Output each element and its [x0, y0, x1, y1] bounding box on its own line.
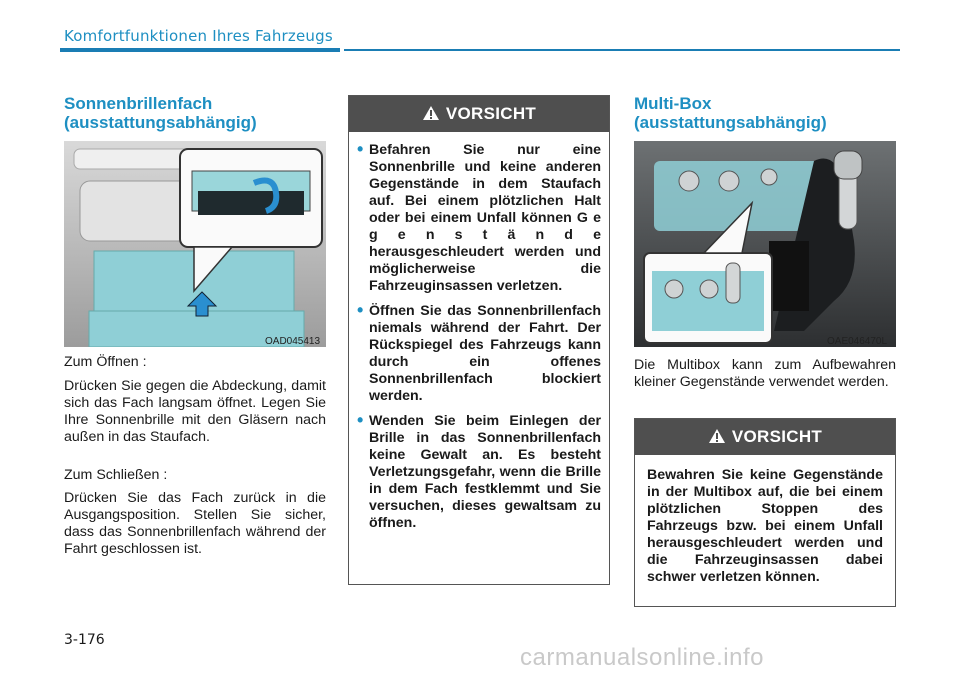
sunglass-holder-figure [64, 141, 326, 347]
multibox-illustration [634, 141, 896, 347]
caution-title: VORSICHT [445, 104, 537, 123]
watermark: carmanualsonline.info [520, 644, 764, 671]
caution-box-multibox [634, 418, 896, 607]
heading-line: (ausstattungsabhängig) [634, 113, 827, 132]
header-rule-thin [344, 49, 900, 51]
caution-body [349, 132, 609, 548]
close-text: Drücken Sie das Fach zurück in die Ausgangsposition. Stellen Sie sicher, dass das Sonnenbrillenfach während der Fahrt geschlossen ist. [64, 490, 326, 557]
open-text: Drücken Sie gegen die Abdeckung, damit sich das Fach langsam öffnet. Legen Sie Ihre Sonnenbrille mit den Gläsern nach außen in das Staufach. [64, 378, 326, 445]
figure-code: OAD045413 [265, 336, 321, 347]
caution-bullet: • Öffnen Sie das Sonnenbrillenfach niemals während der Fahrt. Der Rückspiegel des Fahrzeugs kann durch ein offenes Sonnenbrillenfach blockiert werden. [369, 303, 601, 405]
caution-bullet: • Befahren Sie nur eine Sonnenbrille und keine anderen Gegenstände in dem Staufach auf. Bei einem plötzlichen Halt oder bei einem Unfall können G e g e n s t ä n d e herausgeschleudert werden und möglicherweise die Fahrzeuginsassen verletzen. [369, 142, 601, 295]
heading-line: (ausstattungsabhängig) [64, 113, 257, 132]
heading-line: Sonnenbrillenfach [64, 94, 213, 113]
heading-line: Multi-Box [634, 94, 712, 113]
caution-title: VORSICHT [731, 427, 823, 446]
multibox-figure [634, 141, 896, 347]
caution-text: Bewahren Sie keine Gegenstände in der Multibox auf, die bei einem plötzlichen Stoppen des Fahrzeugs bzw. bei einem Unfall herausgeschleudert werden und die Fahrzeuginsassen dabei schwer verletzen können. [647, 467, 883, 585]
close-label: Zum Schließen : [64, 467, 168, 483]
section-heading-multibox [634, 94, 904, 132]
caution-header [349, 96, 609, 132]
caution-list [369, 142, 601, 532]
warning-triangle-icon [422, 105, 440, 121]
caution-box-sunglass [348, 95, 610, 585]
page-number: 3-176 [64, 632, 105, 648]
sunglass-holder-illustration [64, 141, 326, 347]
chapter-title: Komfortfunktionen Ihres Fahrzeugs [64, 27, 333, 45]
caution-header [635, 419, 895, 455]
warning-triangle-icon [708, 428, 726, 444]
header-rule [60, 48, 340, 52]
open-label: Zum Öffnen : [64, 354, 147, 370]
section-heading-sunglass [64, 94, 334, 132]
caution-bullet: • Wenden Sie beim Einlegen der Brille in das Sonnenbrillenfach keine Gewalt an. Es besteht Verletzungsgefahr, wenn die Brille in dem Fach festklemmt und Sie versuchen, dieses gewaltsam zu öffnen. [369, 413, 601, 532]
figure-code: OAE046470L [827, 336, 888, 347]
multibox-text: Die Multibox kann zum Aufbewahren kleiner Gegenstände verwendet werden. [634, 357, 896, 390]
